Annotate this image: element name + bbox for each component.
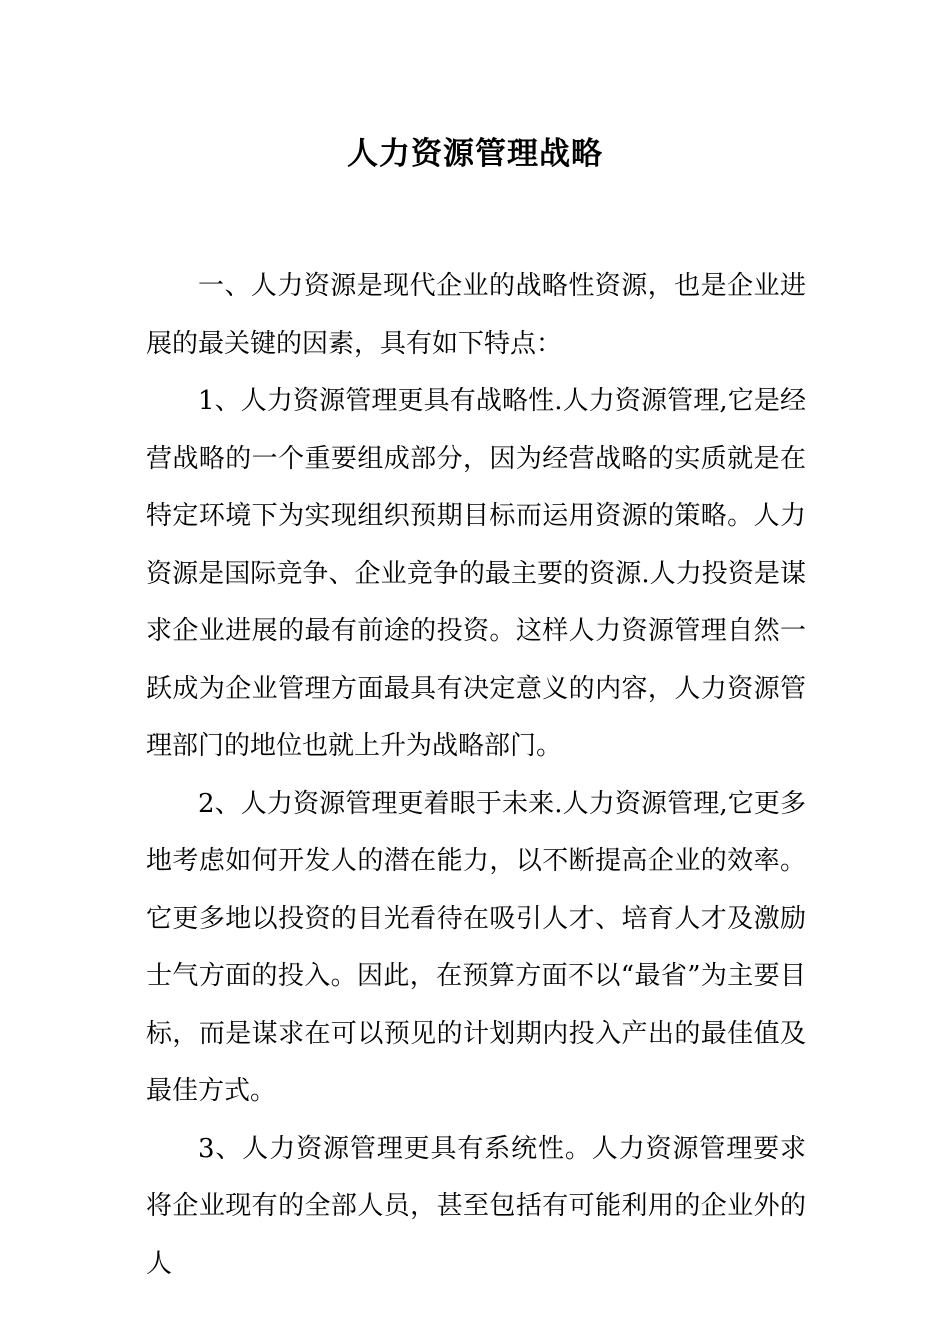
document-title: 人力资源管理战略 bbox=[347, 136, 603, 172]
paragraph-point-3: 3、人力资源管理更具有系统性。人力资源管理要求将企业现有的全部人员，甚至包括有可能利用的企业外的人 bbox=[146, 1133, 806, 1279]
paragraph-point-1: 1、人力资源管理更具有战略性.人力资源管理,它是经营战略的一个重要组成部分，因为经营战略的实质就是在特定环境下为实现组织预期目标而运用资源的策略。人力资源是国际竞争、企业竞争的最主要的资源.人力投资是谋求企业进展的最有前途的投资。这样人力资源管理自然一跃成为企业管理方面最具有决定意义的内容，人力资源管理部门的地位也就上升为战略部门。 bbox=[146, 386, 806, 761]
paragraph-point-2: 2、人力资源管理更着眼于未来.人力资源管理,它更多地考虑如何开发人的潜在能力，以不断提高企业的效率。它更多地以投资的目光看待在吸引人才、培育人才及激励士气方面的投入。因此，在预算方面不以“最省”为主要目标，而是谋求在可以预见的计划期内投入产出的最佳值及最佳方式。 bbox=[146, 788, 806, 1106]
document-body bbox=[146, 258, 806, 1293]
paragraph-intro: 一、人力资源是现代企业的战略性资源，也是企业进展的最关键的因素，具有如下特点： bbox=[146, 271, 806, 359]
